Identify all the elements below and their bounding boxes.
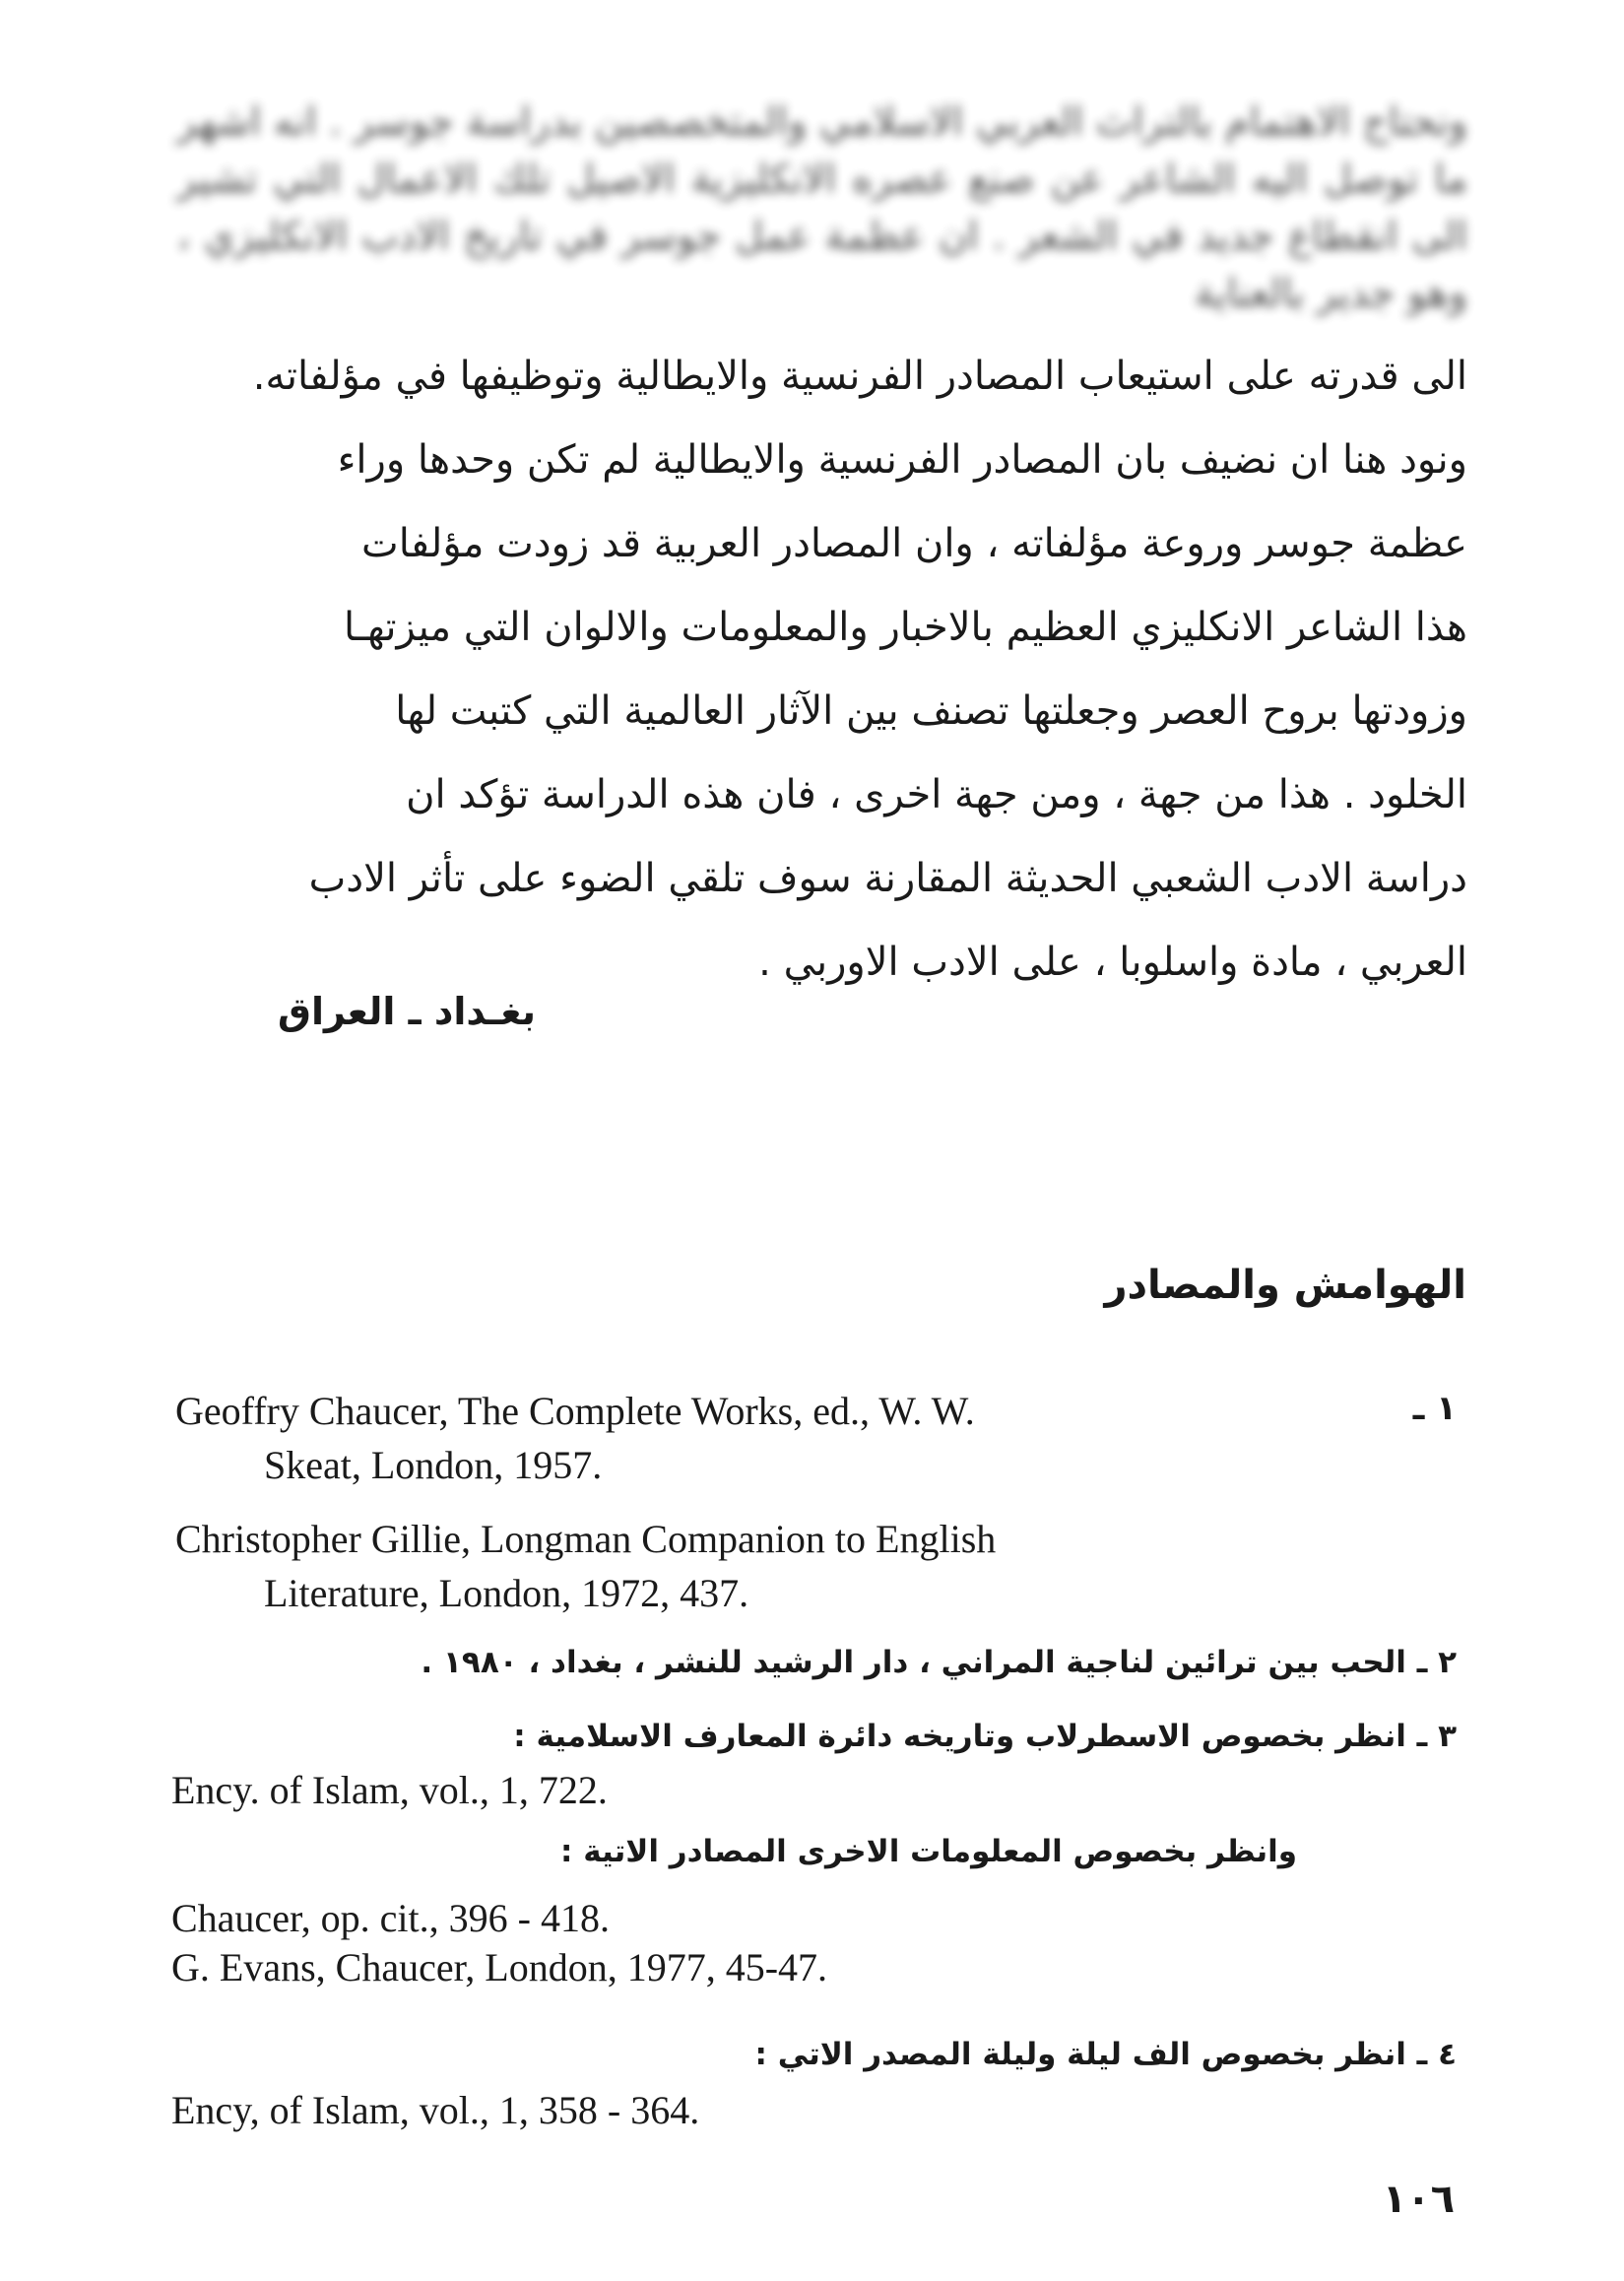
note-arabic: ٢ ـ الحب بين ترائين لناجية المراني ، دار الرشيد للنشر ، بغداد ، ١٩٨٠ .	[421, 1645, 1457, 1680]
note-reference: Literature, London, 1972, 437.	[264, 1571, 749, 1615]
note-reference: Skeat, London, 1957.	[264, 1443, 603, 1487]
paragraph-line: عظمة جوسر وروعة مؤلفاته ، وان المصادر العربية قد زودت مؤلفات	[361, 521, 1467, 566]
notes-heading: الهوامش والمصادر	[1104, 1263, 1466, 1308]
paragraph-line: ونود هنا ان نضيف بان المصادر الفرنسية والايطالية لم تكن وحدها وراء	[337, 437, 1467, 483]
page-number: ١٠٦	[1382, 2177, 1455, 2222]
note-number: ١ ـ	[1412, 1389, 1457, 1428]
note-arabic: ٤ ـ انظر بخصوص الف ليلة وليلة المصدر الاتي :	[754, 2037, 1457, 2072]
paragraph-line: العربي ، مادة واسلوبا ، على الادب الاوربي .	[758, 940, 1467, 985]
paragraph-line: دراسة الادب الشعبي الحديثة المقارنة سوف تلقي الضوء على تأثر الادب	[308, 856, 1467, 901]
note-arabic: وانظر بخصوص المعلومات الاخرى المصادر الاتية :	[560, 1834, 1297, 1869]
note-reference: Chaucer, op. cit., 396 - 418.	[171, 1896, 610, 1940]
main-paragraph	[175, 335, 1467, 1005]
paragraph-line: الى قدرته على استيعاب المصادر الفرنسية والايطالية وتوظيفها في مؤلفاته.	[252, 354, 1467, 399]
paragraph-line: وزودتها بروح العصر وجعلتها تصنف بين الآثار العالمية التي كتبت لها	[395, 688, 1467, 734]
note-reference: G. Evans, Chaucer, London, 1977, 45-47.	[171, 1945, 828, 1989]
note-reference: Ency, of Islam, vol., 1, 358 - 364.	[171, 2088, 700, 2132]
paragraph-line: الخلود . هذا من جهة ، ومن جهة اخرى ، فان هذه الدراسة تؤكد ان	[406, 772, 1467, 817]
note-reference: Christopher Gillie, Longman Companion to English	[175, 1517, 997, 1561]
blurred-paragraph: ونحتاج الاهتمام بالتراث العربي الاسلامي والمتخصصين بدراسة جوسر . انه اشهر ما توصل اليه الشاعر عن صنع عصره الانكليزية الاصيل تلك الاعمال التي تشير الى انقطاع جديد في الشعر . ان عظمة عمل جوسر في تاريخ الادب الانكليزي ، وهو جدير بالعناية	[177, 99, 1467, 316]
note-arabic: ٣ ـ انظر بخصوص الاسطرلاب وتاريخه دائرة المعارف الاسلامية :	[513, 1719, 1457, 1754]
paragraph-line: هذا الشاعر الانكليزي العظيم بالاخبار والمعلومات والالوان التي ميزتهـا	[344, 605, 1467, 650]
place-signature: بغـداد ـ العراق	[278, 990, 537, 1033]
note-reference: Ency. of Islam, vol., 1, 722.	[171, 1768, 608, 1812]
note-reference: Geoffry Chaucer, The Complete Works, ed., W. W.	[175, 1389, 975, 1433]
